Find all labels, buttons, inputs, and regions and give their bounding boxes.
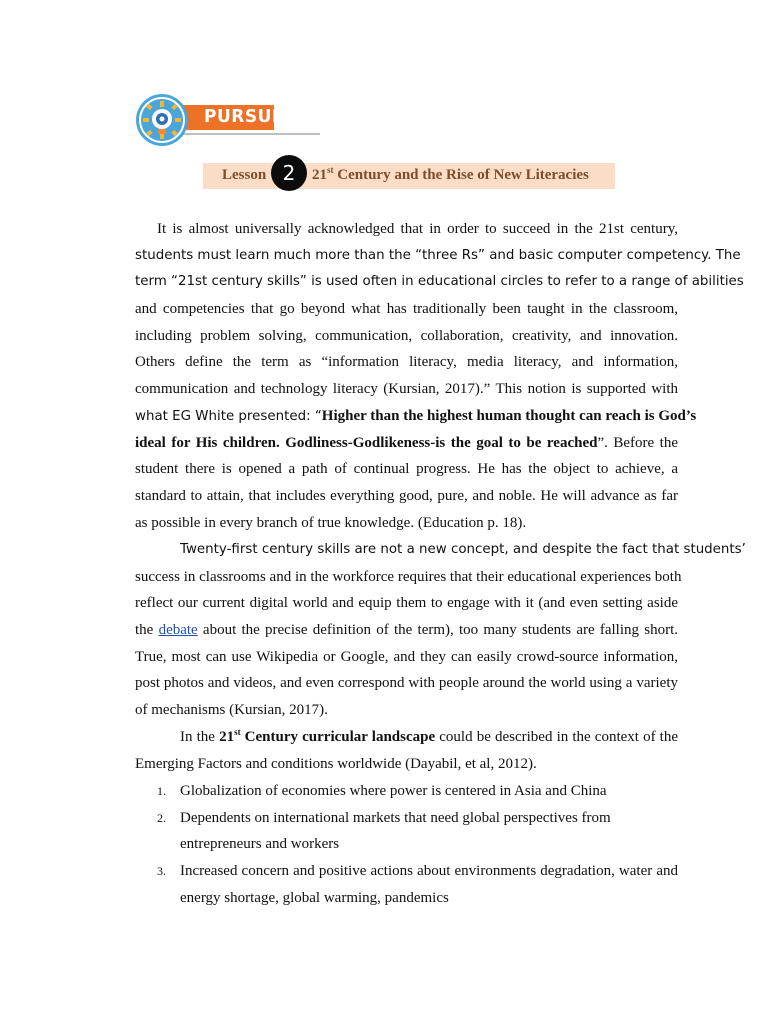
text-line: success in classrooms and in the workforce requires that their educational experiences both xyxy=(135,568,682,585)
text-line: and competencies that go beyond what has traditionally been taught in the classroom, xyxy=(135,301,678,318)
list-item xyxy=(135,778,678,805)
pursue-bar xyxy=(174,105,413,130)
lightbulb-gear-icon xyxy=(134,92,190,148)
list-text: entrepreneurs and workers xyxy=(180,836,340,853)
list-text: energy shortage, global warming, pandemics xyxy=(180,889,449,906)
text-line: Others define the term as “information literacy, media literacy, and information, xyxy=(135,354,678,371)
text-line: post photos and videos, and even correspond with people around the world using a variety xyxy=(135,675,678,692)
paragraph-3 xyxy=(135,724,678,777)
text-line: of mechanisms (Kursian, 2017). xyxy=(135,702,328,719)
list-item xyxy=(135,858,678,911)
text-line: Emerging Factors and conditions worldwide (Dayabil, et al, 2012). xyxy=(135,755,537,772)
text-line: standard to attain, that includes everything good, pure, and noble. He will advance as far xyxy=(135,487,678,504)
list-number: 1. xyxy=(157,784,166,798)
paragraph-1 xyxy=(135,216,744,536)
list-number: 2. xyxy=(157,810,166,825)
lesson-title: 21st Century and the Rise of New Literacies xyxy=(312,165,589,183)
lesson-label: Lesson xyxy=(222,167,267,183)
text-line: students must learn much more than the “three Rs” and basic computer competency. The xyxy=(135,247,741,263)
text-line: the debate about the precise definition of the term), too many students are falling short. xyxy=(135,622,678,639)
list-text: Globalization of economies where power is centered in Asia and China xyxy=(180,783,607,799)
list-number: 3. xyxy=(157,864,166,879)
text-line: term “21st century skills” is used often in educational circles to refer to a range of abilities xyxy=(135,274,744,290)
text-line: communication and technology literacy (Kursian, 2017).” This notion is supported with xyxy=(135,381,678,398)
debate-link[interactable]: debate xyxy=(158,622,198,639)
text-line: ideal for His children. Godliness-Godlikeness-is the goal to be reached”. Before the xyxy=(135,434,678,451)
text-line: Twenty-first century skills are not a new concept, and despite the fact that students’ xyxy=(180,542,746,557)
text-line: including problem solving, communication, collaboration, creativity, and innovation. xyxy=(135,327,678,344)
factors-list xyxy=(135,778,678,912)
list-text: Increased concern and positive actions about environments degradation, water and xyxy=(180,863,678,880)
text-line: True, most can use Wikipedia or Google, and they can easily crowd-source information, xyxy=(135,648,678,665)
list-item xyxy=(135,805,678,858)
text-line: reflect our current digital world and equip them to engage with it (and even setting aside xyxy=(135,595,678,612)
pursue-badge xyxy=(134,92,284,150)
lesson-number: 2 xyxy=(271,155,307,191)
pursue-label: PURSUE xyxy=(204,106,285,128)
paragraph-2 xyxy=(135,537,746,724)
text-line: student there is opened a path of continual progress. He has the object to achieve, a xyxy=(135,461,678,478)
text-line: what EG White presented: “Higher than the highest human thought can reach is God’s xyxy=(135,407,697,424)
text-line: In the 21st Century curricular landscape could be described in the context of the xyxy=(180,727,679,745)
list-text: Dependents on international markets that need global perspectives from xyxy=(180,809,611,826)
text-line: as possible in every branch of true knowledge. (Education p. 18). xyxy=(135,514,527,531)
text-line: It is almost universally acknowledged that in order to succeed in the 21st century, xyxy=(157,221,678,237)
